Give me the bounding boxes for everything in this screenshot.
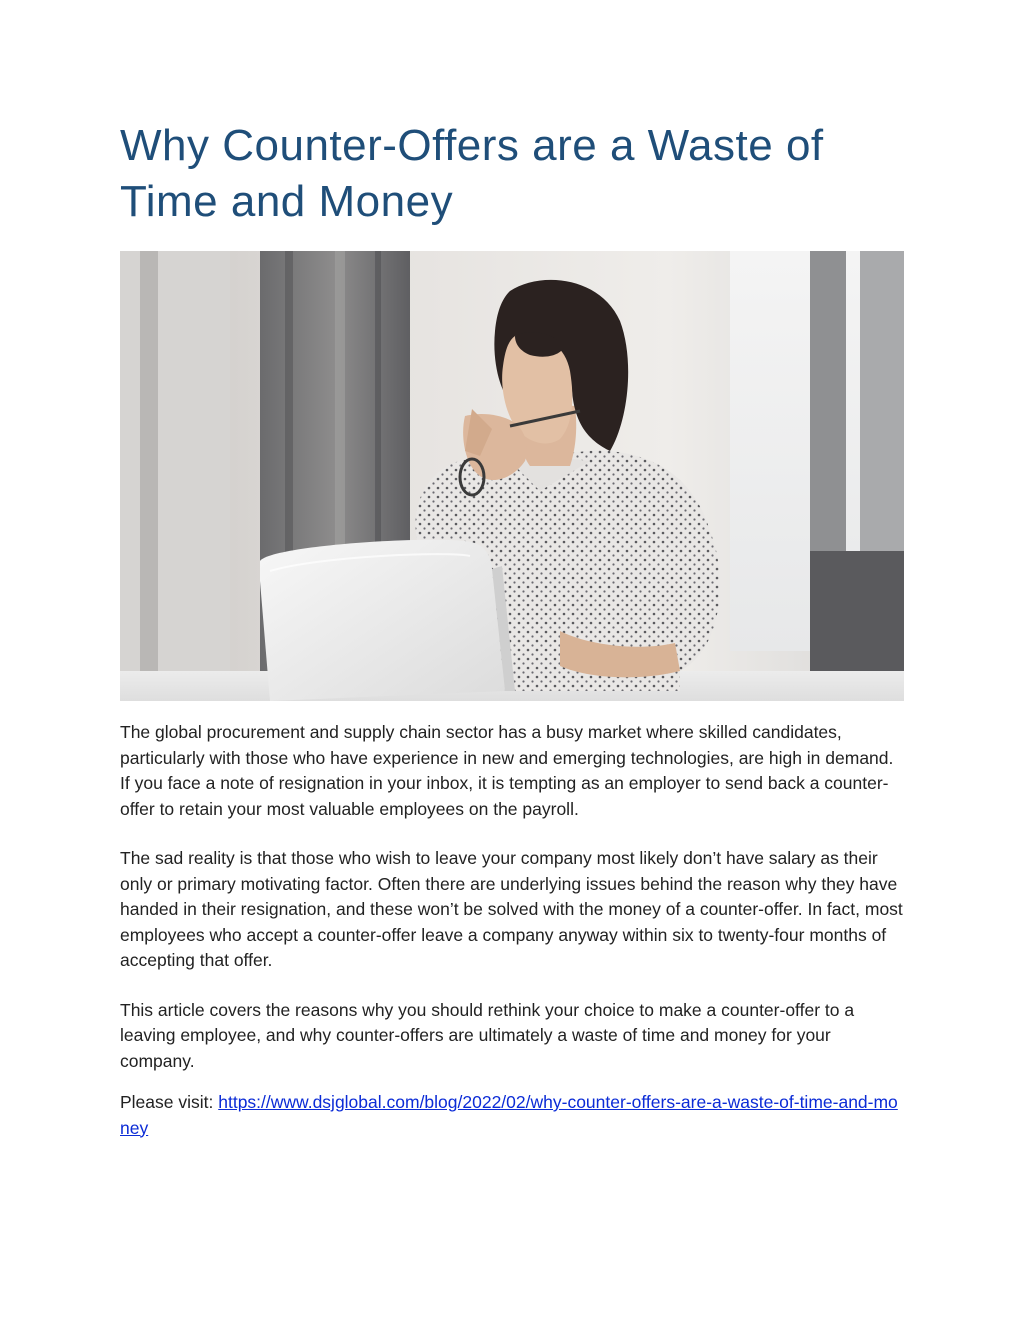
visit-label: Please visit: xyxy=(120,1092,219,1112)
article-link[interactable]: https://www.dsjglobal.com/blog/2022/02/why-counter-offers-are-a-waste-of-time-and-money xyxy=(120,1092,898,1138)
paragraph-1: The global procurement and supply chain sector has a busy market where skilled candidates, particularly with those who have experience in new and emerging technologies, are high in demand. If you face a note of resignation in your inbox, it is tempting as an employer to send back a counter-offer to retain your most valuable employees on the payroll. xyxy=(120,722,894,819)
paragraph-2: The sad reality is that those who wish to leave your company most likely don’t have salary as their only or primary motivating factor. Often there are underlying issues behind the reason why they have handed in their resignation, and these won’t be solved with the money of a counter-offer. In fact, most employees who accept a counter-offer leave a company anyway within six to twenty-four months of accepting that offer. xyxy=(120,848,903,970)
article-title: Why Counter-Offers are a Waste of Time and Money xyxy=(120,121,824,226)
woman-at-laptop-photo xyxy=(120,251,904,701)
article-body xyxy=(120,720,904,1141)
paragraph-3: This article covers the reasons why you should rethink your choice to make a counter-offer to a leaving employee, and why counter-offers are ultimately a waste of time and money for your company. xyxy=(120,999,855,1071)
visit-line xyxy=(120,1090,904,1141)
